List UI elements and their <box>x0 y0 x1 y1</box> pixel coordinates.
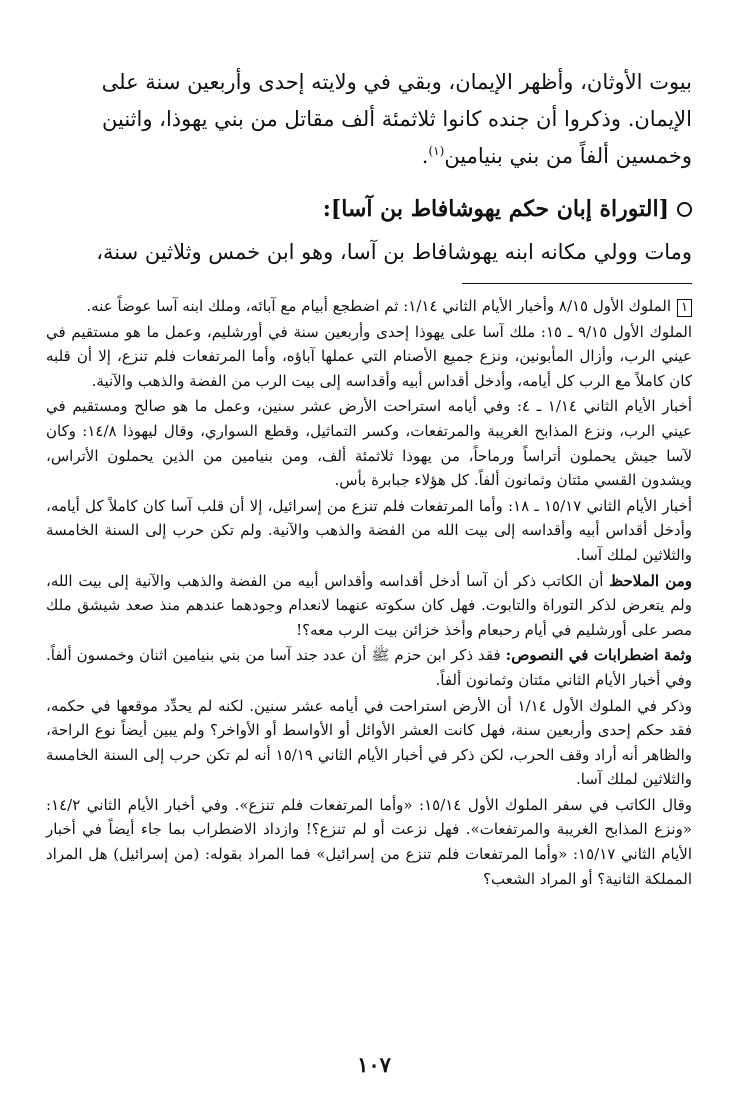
circle-bullet-icon <box>677 202 692 217</box>
footnote-paragraph-2: الملوك الأول ٩/١٥ ـ ١٥: ملك آسا على يهوذا إحدى وأربعين سنة في أورشليم، وعمل ما هو مستقيم في عيني الرب، وأزال المأبونين، ونزع جميع الأصنام التي عملها آباؤه، وأما المرتفعات فلم تنزع، إلا أن قلبه كان كاملاً مع الرب كل أيامه، وأدخل أقداس أبيه وأقداسه إلى بيت الرب من الفضة والذهب والآنية. <box>46 322 692 390</box>
footnote-5-text: أن الكاتب ذكر أن آسا أدخل أقداسه وأقداس أبيه من الفضة والذهب والآنية إلى بيت الله، ولم يتعرض لذكر التوراة والتابوت. فهل كان سكوته عنهما لانعدام وجودهما عندهم منذ صعد شيشق ملك مصر على أورشليم في أيام رحبعام وأخذ خزائن بيت الرب معه؟! <box>46 571 692 639</box>
footnote-paragraph-4: أخبار الأيام الثاني ١٥/١٧ ـ ١٨: وأما المرتفعات فلم تنزع من إسرائيل، إلا أن قلب آسا كان كاملاً كل أيامه، وأدخل أقداس أبيه وأقداسه إلى بيت الله من الفضة والذهب والآنية. ولم تكن حرب إلى السنة الخامسة والثلاثين لملك آسا. <box>46 496 692 564</box>
footnotes <box>46 294 692 891</box>
main-line-3 <box>46 138 692 175</box>
main-line-1: بيوت الأوثان، وأظهر الإيمان، وبقي في ولايته إحدى وأربعين سنة على <box>101 70 692 94</box>
footnote-1 <box>46 294 692 319</box>
main-line-2: الإيمان. وذكروا أن جنده كانوا ثلاثمئة ألف مقاتل من بني يهوذا، واثنين <box>102 107 692 131</box>
footnote-paragraph-6 <box>46 643 692 692</box>
footnote-paragraph-3: أخبار الأيام الثاني ١/١٤ ـ ٤: وفي أيامه استراحت الأرض عشر سنين، وعمل ما هو صالح ومستقيم في عيني الرب، ونزع المذابح الغريبة والمرتفعات، وكسر التماثيل، وقطع السواري، وقال ليهوذا ١٤/٨: وكان لآسا جيش يحملون أتراساً ورماحاً، من يهوذا ثلاثمئة ألف، ومن بنيامين من الذين يحملون الأتراس، ويشدون القسي مئتان وثمانون ألفاً. كل هؤلاء جبابرة بأس. <box>46 397 692 490</box>
main-line-3-end: . <box>421 144 429 168</box>
main-line-3-text: وخمسين ألفاً من بني بنيامين <box>444 144 692 168</box>
footnote-separator <box>462 283 692 284</box>
page-number: ١٠٧ <box>357 1052 391 1077</box>
footnote-reference[interactable]: (١) <box>428 144 445 158</box>
footnote-paragraph-7: وذكر في الملوك الأول ١/١٤ أن الأرض استراحت في أيامه عشر سنين. لكنه لم يحدِّد موقعها في حكمه، فقد حكم إحدى وأربعين سنة، فهل كانت العشر الأوائل أو الأواسط أو الأواخر؟ ولم يبين أيضاً نوع الراحة، والظاهر أنه أراد وقف الحرب، لكن ذكر في أخبار الأيام الثاني ١٥/١٩ أنه لم تكن حرب إلى السنة الخامسة والثلاثين لملك آسا. <box>46 696 692 789</box>
footnote-marker: ١ <box>677 299 692 317</box>
footnote-6-text: فقد ذكر ابن حزم ﷺ أن عدد جند آسا من بني بنيامين اثنان وخمسون ألفاً. وفي أخبار الأيام الثاني مئتان وثمانون ألفاً. <box>46 646 692 689</box>
section-heading-text: [التوراة إبان حكم يهوشافاط بن آسا]: <box>322 196 669 222</box>
section-heading <box>46 189 692 229</box>
footnote-5-lead: ومن الملاحظ <box>609 571 692 590</box>
footnote-separator-wrap <box>46 271 692 294</box>
footnote-paragraph-5 <box>46 569 692 643</box>
footnote-paragraph-8: وقال الكاتب في سفر الملوك الأول ١٥/١٤: «وأما المرتفعات فلم تنزع». وفي أخبار الأيام الثاني ١٤/٢: «ونزع المذابح الغريبة والمرتفعات». فهل نزعت أو لم تنزع؟! وازداد الاضطراب بما جاء أيضاً في أخبار الأيام الثاني ١٥/١٧: «وأما المرتفعات فلم تنزع من إسرائيل» فما المراد بقوله: (من إسرائيل) هل المراد المملكة الثانية؟ أو المراد الشعب؟ <box>46 795 692 888</box>
footnote-6-lead: وثمة اضطرابات في النصوص: <box>505 646 692 665</box>
continuation-line: ومات وولي مكانه ابنه يهوشافاط بن آسا، وهو ابن خمس وثلاثين سنة، <box>96 240 692 264</box>
main-paragraph <box>46 64 692 175</box>
footnote-1-text: الملوك الأول ٨/١٥ وأخبار الأيام الثاني ١/١٤: ثم اضطجع أبيام مع آبائه، وملك ابنه آسا عوضاً عنه. <box>86 297 672 315</box>
